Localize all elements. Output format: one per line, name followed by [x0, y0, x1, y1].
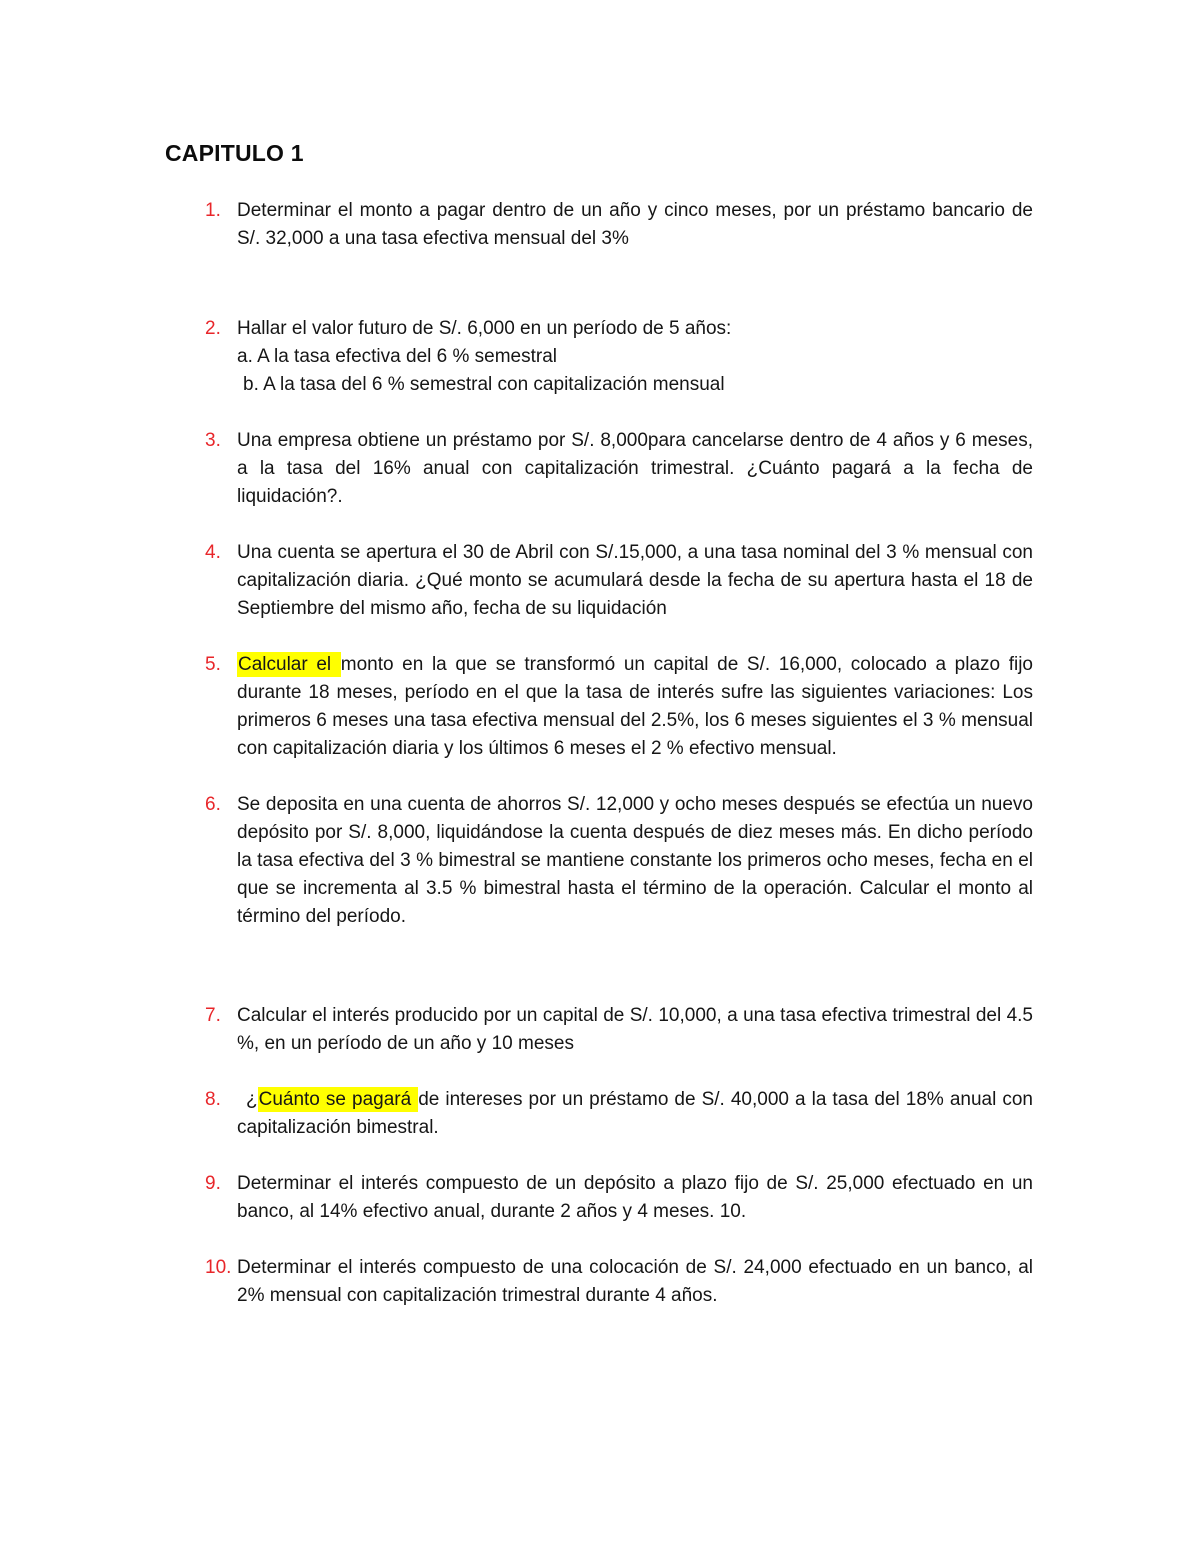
item-number: 4.	[205, 542, 221, 563]
item-text-rest: monto en la que se transformó un capital de S/. 16,000, colocado a plazo fijo durante 18 meses, período en el que la tasa de interés sufre las siguientes variaciones: Los primeros 6 meses una tasa efectiva mensual del 2.5%, los 6 meses siguientes el 3 % mensual con capitalización diaria y los últimos 6 meses el 2 % efectivo mensual.	[237, 654, 1033, 759]
item-text	[237, 1086, 1033, 1142]
item-text: Calcular el interés producido por un capital de S/. 10,000, a una tasa efectiva trimestral del 4.5 %, en un período de un año y 10 meses	[237, 1005, 1033, 1054]
item-number: 6.	[205, 794, 221, 815]
item-number: 7.	[205, 1005, 221, 1026]
sub-item-a: a. A la tasa efectiva del 6 % semestral	[237, 346, 558, 367]
page-title: CAPITULO 1	[165, 140, 304, 166]
item-text: Una empresa obtiene un préstamo por S/. 8,000para cancelarse dentro de 4 años y 6 meses, a la tasa del 16% anual con capitalización trimestral. ¿Cuánto pagará a la fecha de liquidación?.	[237, 430, 1033, 507]
list-item	[205, 1170, 1033, 1226]
item-text: Se deposita en una cuenta de ahorros S/. 12,000 y ocho meses después se efectúa un nuevo depósito por S/. 8,000, liquidándose la cuenta después de diez meses más. En dicho período la tasa efectiva del 3 % bimestral se mantiene constante los primeros ocho meses, fecha en el que se incrementa al 3.5 % bimestral hasta el término de la operación. Calcular el monto al término del período.	[237, 794, 1033, 927]
item-number: 1.	[205, 200, 221, 221]
highlighted-text: Cuánto se pagará	[258, 1089, 418, 1110]
item-text	[237, 651, 1033, 763]
item-text: Una cuenta se apertura el 30 de Abril con S/.15,000, a una tasa nominal del 3 % mensual con capitalización diaria. ¿Qué monto se acumulará desde la fecha de su apertura hasta el 18 de Septiembre del mismo año, fecha de su liquidación	[237, 542, 1033, 619]
list-item	[205, 539, 1033, 623]
item-number: 9.	[205, 1173, 221, 1194]
list-item	[205, 315, 1033, 399]
list-item	[205, 427, 1033, 511]
list-item	[205, 1002, 1033, 1058]
highlighted-text: Calcular el	[238, 654, 340, 675]
item-text-rest: de intereses por un préstamo de S/. 40,000 a la tasa del 18% anual con capitalización bimestral.	[237, 1089, 1033, 1138]
item-number: 3.	[205, 430, 221, 451]
item-number: 2.	[205, 318, 221, 339]
item-number: 10.	[205, 1257, 232, 1278]
item-text: Determinar el interés compuesto de una colocación de S/. 24,000 efectuado en un banco, al 2% mensual con capitalización trimestral durante 4 años.	[237, 1257, 1033, 1306]
list-item	[205, 791, 1033, 931]
list-item	[205, 1254, 1033, 1310]
item-text	[237, 315, 1033, 399]
exercise-list	[205, 197, 1033, 1310]
item-text: Determinar el monto a pagar dentro de un año y cinco meses, por un préstamo bancario de S/. 32,000 a una tasa efectiva mensual del 3%	[237, 200, 1033, 249]
item-number: 8.	[205, 1089, 221, 1110]
item-text-prefix: ¿	[246, 1089, 258, 1110]
item-number: 5.	[205, 654, 221, 675]
item-text: Determinar el interés compuesto de un depósito a plazo fijo de S/. 25,000 efectuado en un banco, al 14% efectivo anual, durante 2 años y 4 meses. 10.	[237, 1173, 1033, 1222]
list-item	[205, 1086, 1033, 1142]
item-text-main: Hallar el valor futuro de S/. 6,000 en un período de 5 años:	[237, 318, 732, 339]
list-item	[205, 197, 1033, 253]
list-item	[205, 651, 1033, 763]
sub-item-b: b. A la tasa del 6 % semestral con capitalización mensual	[243, 374, 725, 395]
